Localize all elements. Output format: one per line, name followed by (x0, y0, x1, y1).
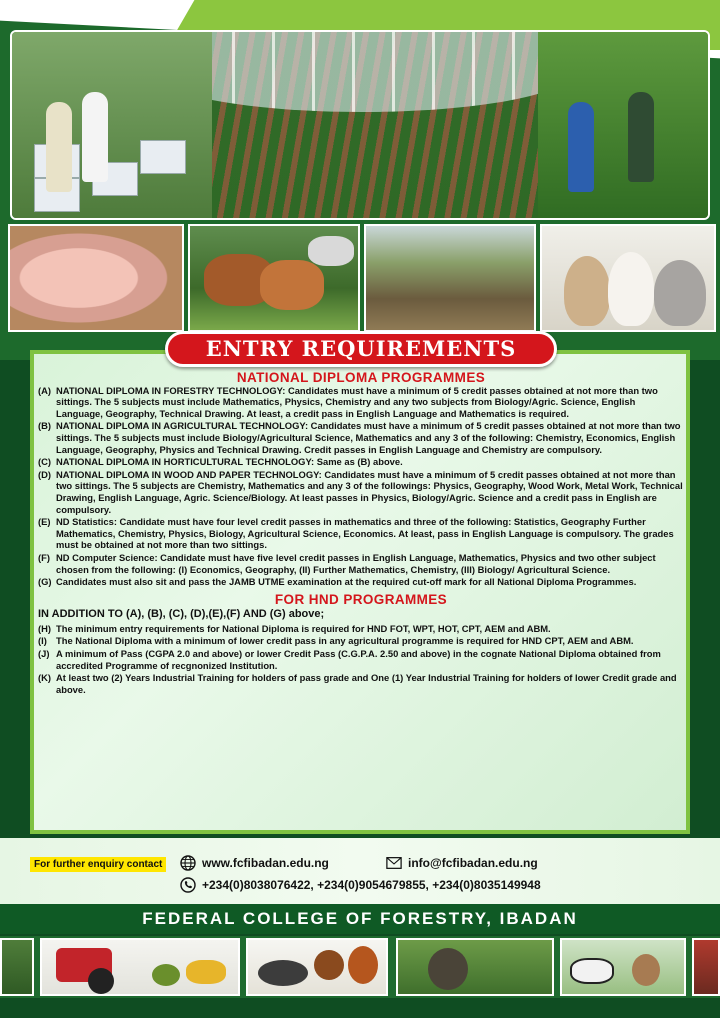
pigs-photo (8, 224, 184, 332)
requirement-item (38, 385, 684, 420)
farmers-photo (538, 32, 708, 220)
chicken-shape (348, 946, 378, 984)
website-line (180, 855, 329, 871)
contact-section (30, 848, 690, 898)
requirement-item (38, 648, 684, 671)
requirement-item (38, 635, 684, 647)
globe-icon (180, 855, 196, 871)
item-tag: (G) (38, 576, 52, 588)
item-tag: (K) (38, 672, 52, 684)
greenhouse-photo (10, 30, 710, 220)
rabbit-shape (564, 256, 610, 326)
item-text: NATIONAL DIPLOMA IN AGRICULTURAL TECHNOLOGY: Candidates must have a minimum of 5 credit passes obtained at not more than two sittings. The 5 subjects must include Biology/Agricultural Science, Mathematics and any 3 of the following: Chemistry, Economics, English Language, Geography, Physics and Technical Drawing. Credit passes in English Language and Chemistry are compulsory. (56, 420, 681, 455)
field-work-photo (364, 224, 536, 332)
greenhouse-roof (152, 32, 572, 112)
forest-photo (0, 938, 34, 996)
requirement-item (38, 456, 684, 468)
website-link[interactable]: www.fcfibadan.edu.ng (202, 856, 329, 870)
produce-photo (692, 938, 720, 996)
rabbit-shape (632, 954, 660, 986)
entry-requirements-banner: ENTRY REQUIREMENTS (165, 331, 557, 367)
farmer-figure (628, 92, 654, 182)
item-tag: (J) (38, 648, 50, 660)
item-text: NATIONAL DIPLOMA IN HORTICULTURAL TECHNOLOGY: Same as (B) above. (56, 456, 403, 468)
item-tag: (F) (38, 551, 50, 563)
requirement-item (38, 623, 684, 635)
phone-icon (180, 877, 196, 893)
apiary-photo (396, 938, 554, 996)
item-tag: (A) (38, 384, 52, 396)
rabbit-shape (608, 252, 654, 326)
college-name: FEDERAL COLLEGE OF FORESTRY, IBADAN (142, 909, 578, 928)
item-tag: (I) (38, 635, 47, 647)
tractor-wheel (88, 968, 114, 994)
requirement-item (38, 552, 684, 575)
item-text: NATIONAL DIPLOMA IN FORESTRY TECHNOLOGY: Candidates must have a minimum of 5 credit passes obtained at not more than two sittings. The 5 subjects must include Mathematics, Physics, Chemistry and any two subjects from Biology/Agric. Science, English Language, Geography, Technical Drawing. At least, a credit pass in English Language and Mathematics is required. (56, 384, 658, 419)
item-text: ND Statistics: Candidate must have four level credit passes in mathematics and three of the following: Statistics, Geography Further Mathematics, Chemistry, Physics, Biology, Agricultural Science, Economics. At least, pass in English Language is compulsory. The grades must be obtained at not more than two sittings. (56, 516, 674, 551)
phone-line (180, 877, 541, 893)
fish-shape (258, 960, 308, 986)
item-tag: (E) (38, 516, 51, 528)
item-text: At least two (2) Years Industrial Training for holders of pass grade and One (1) Year Industrial Training for holders of lower Credit grade and above. (56, 672, 677, 695)
rabbit-shape (654, 260, 706, 326)
bottom-border (0, 998, 720, 1018)
item-text: The minimum entry requirements for National Diploma is required for HND FOT, WPT, HOT, CPT, AEM and ABM. (56, 622, 551, 634)
email-line (386, 855, 538, 871)
item-text: NATIONAL DIPLOMA IN WOOD AND PAPER TECHNOLOGY: Candidates must have a minimum of 5 credit passes obtained at not more than two sittings. The 5 subjects are Chemistry, Mathematics and any 3 of the followings: Physics, Geography, Wood Work, Metal Work, Technical Drawing, English Language, Agric. Science/Biology. At least passes in Physics, Biology/Agric. Science and a credit pass in English are compulsory. (56, 468, 683, 515)
requirement-item (38, 420, 684, 455)
item-text: A minimum of Pass (CGPA 2.0 and above) or lower Credit Pass (C.G.P.A. 2.50 and above) in the cognate National Diploma obtained from accredited Programme of recgnonized Institution. (56, 648, 661, 671)
item-tag: (H) (38, 622, 52, 634)
beekeeping-photo (12, 32, 212, 220)
beehive (140, 140, 186, 174)
cow-shape (570, 958, 614, 984)
tractor-produce-photo (40, 938, 240, 996)
item-tag: (C) (38, 456, 52, 468)
cattle-photo (188, 224, 360, 332)
item-tag: (D) (38, 468, 52, 480)
item-text: ND Computer Science: Candidate must have five level credit passes in English Language, Mathematics, Physics and two other subject chosen from the following: (I) Economics, Geography, (II) Further Mathematics, Chemistry, (III) Biology/ Agricultural Science. (56, 551, 656, 575)
requirement-item (38, 576, 684, 588)
poultry-fish-photo (246, 938, 388, 996)
item-text: Candidates must also sit and pass the JAMB UTME examination at the required cut-off mark for all National Diploma Programmes. (56, 576, 637, 588)
rabbits-photo (540, 224, 716, 332)
hnd-section-title: FOR HND PROGRAMMES (274, 591, 448, 607)
beekeeper-figure (82, 92, 108, 182)
enquiry-label: For further enquiry contact (30, 857, 166, 872)
nd-section-title: NATIONAL DIPLOMA PROGRAMMES (236, 370, 486, 385)
email-link[interactable]: info@fcfibadan.edu.ng (408, 856, 538, 870)
envelope-icon (386, 855, 402, 871)
requirement-item (38, 672, 684, 695)
farmer-figure (568, 102, 594, 192)
produce-shape (152, 964, 180, 986)
cow-shape (260, 260, 324, 310)
requirement-item (38, 516, 684, 551)
chicken-shape (314, 950, 344, 980)
phone-numbers: +234(0)8038076422, +234(0)9054679855, +234(0)8035149948 (202, 878, 541, 892)
item-tag: (B) (38, 420, 52, 432)
produce-shape (186, 960, 226, 984)
livestock-photo (560, 938, 686, 996)
cow-shape (308, 236, 354, 266)
beehive-shape (428, 948, 468, 990)
hnd-addition-note: IN ADDITION TO (A), (B), (C), (D),(E),(F) AND (G) above; (38, 608, 325, 621)
header-photo-collage (0, 0, 720, 360)
item-text: The National Diploma with a minimum of lower credit pass in any agricultural programme is required for HND CPT, AEM and ABM. (56, 635, 634, 647)
beekeeper-figure (46, 102, 72, 192)
requirements-content (38, 372, 684, 696)
requirement-item (38, 469, 684, 515)
